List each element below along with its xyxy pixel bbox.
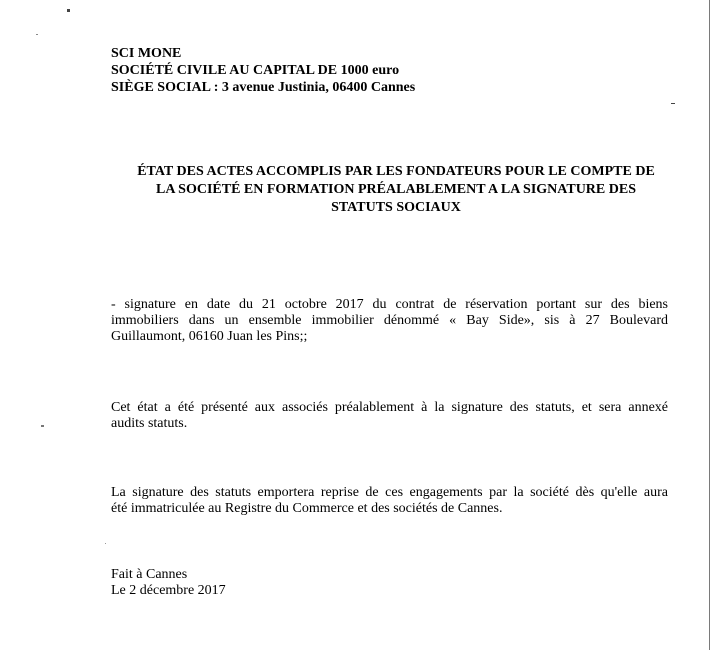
paragraph-line: immobiliers dans un ensemble immobilier dénommé « Bay Side», sis à 27 Boulevard xyxy=(111,313,668,328)
paragraph-line: été immatriculée au Registre du Commerce et des sociétés de Cannes. xyxy=(111,501,503,516)
paragraph-line: Guillaumont, 06160 Juan les Pins;; xyxy=(111,329,308,344)
presentation-paragraph xyxy=(111,400,668,432)
paragraph-line: La signature des statuts emportera reprise de ces engagements par la société dès qu'elle aura xyxy=(111,485,668,500)
company-capital: SOCIÉTÉ CIVILE AU CAPITAL DE 1000 euro xyxy=(111,63,400,78)
acts-list-paragraph xyxy=(111,297,668,345)
document-title xyxy=(110,163,682,217)
title-line-1: ÉTAT DES ACTES ACCOMPLIS PAR LES FONDATEURS POUR LE COMPTE DE xyxy=(137,164,655,179)
paragraph-line: Cet état a été présenté aux associés préalablement à la signature des statuts, et sera annexé xyxy=(111,400,668,415)
paragraph-line: audits statuts. xyxy=(111,416,188,431)
signing-place: Fait à Cannes xyxy=(111,567,188,582)
engagement-paragraph xyxy=(111,485,668,517)
signing-date: Le 2 décembre 2017 xyxy=(111,583,226,598)
scan-speck xyxy=(67,9,70,12)
signature-block xyxy=(111,567,226,599)
title-line-3: STATUTS SOCIAUX xyxy=(331,200,461,215)
title-line-2: LA SOCIÉTÉ EN FORMATION PRÉALABLEMENT A LA SIGNATURE DES xyxy=(156,182,636,197)
scan-speck xyxy=(105,543,106,544)
scan-speck xyxy=(36,34,38,35)
paragraph-line: - signature en date du 21 octobre 2017 du contrat de réservation portant sur des biens xyxy=(111,297,668,312)
scan-speck xyxy=(41,425,44,427)
company-name: SCI MONE xyxy=(111,46,182,61)
page-edge xyxy=(709,0,710,650)
company-address: SIÈGE SOCIAL : 3 avenue Justinia, 06400 Cannes xyxy=(111,80,416,95)
company-header xyxy=(111,45,415,96)
scan-speck xyxy=(671,103,675,104)
